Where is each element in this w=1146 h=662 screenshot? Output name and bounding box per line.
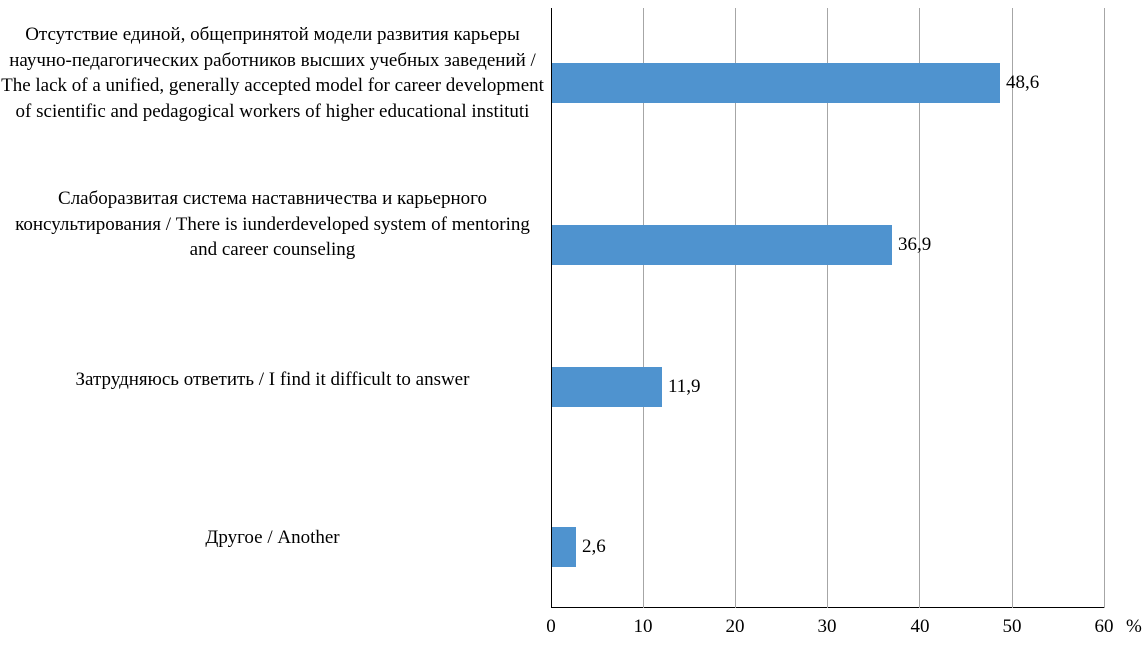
- xtick-label-0: 0: [546, 616, 556, 637]
- category-label-3: Другое / Another: [205, 527, 340, 548]
- bar-value-2: 11,9: [668, 376, 701, 397]
- bar-2: [552, 367, 662, 407]
- category-label-2: Затрудняюсь ответить / I find it difficult to answer: [75, 369, 470, 390]
- x-axis-unit-label: %: [1126, 616, 1142, 637]
- xtick-label-3: 30: [817, 616, 837, 637]
- xtick-label-2: 20: [725, 616, 745, 637]
- bar-value-3: 2,6: [582, 536, 606, 557]
- category-label-0: Отсутствие единой, общепринятой модели развития карьеры научно-педагогических работников высших учебных заведений / The lack of a unified, generally accepted model for career development of scientific and pedagogical workers of higher educational instituti: [1, 24, 544, 122]
- plot-area: [551, 8, 1104, 608]
- xtick-label-4: 40: [910, 616, 930, 637]
- gridline-60: [1104, 8, 1105, 608]
- xtick-label-5: 50: [1002, 616, 1022, 637]
- category-label-1: Слаборазвитая система наставничества и карьерного консультирования / There is iunderdeveloped system of mentoring and career counseling: [15, 188, 530, 260]
- bar-value-0: 48,6: [1006, 72, 1040, 93]
- bar-value-1: 36,9: [898, 234, 932, 255]
- bar-1: [552, 225, 892, 265]
- xtick-label-1: 10: [633, 616, 653, 637]
- xtick-label-6: 60: [1094, 616, 1114, 637]
- bar-0: [552, 63, 1000, 103]
- bar-3: [552, 527, 576, 567]
